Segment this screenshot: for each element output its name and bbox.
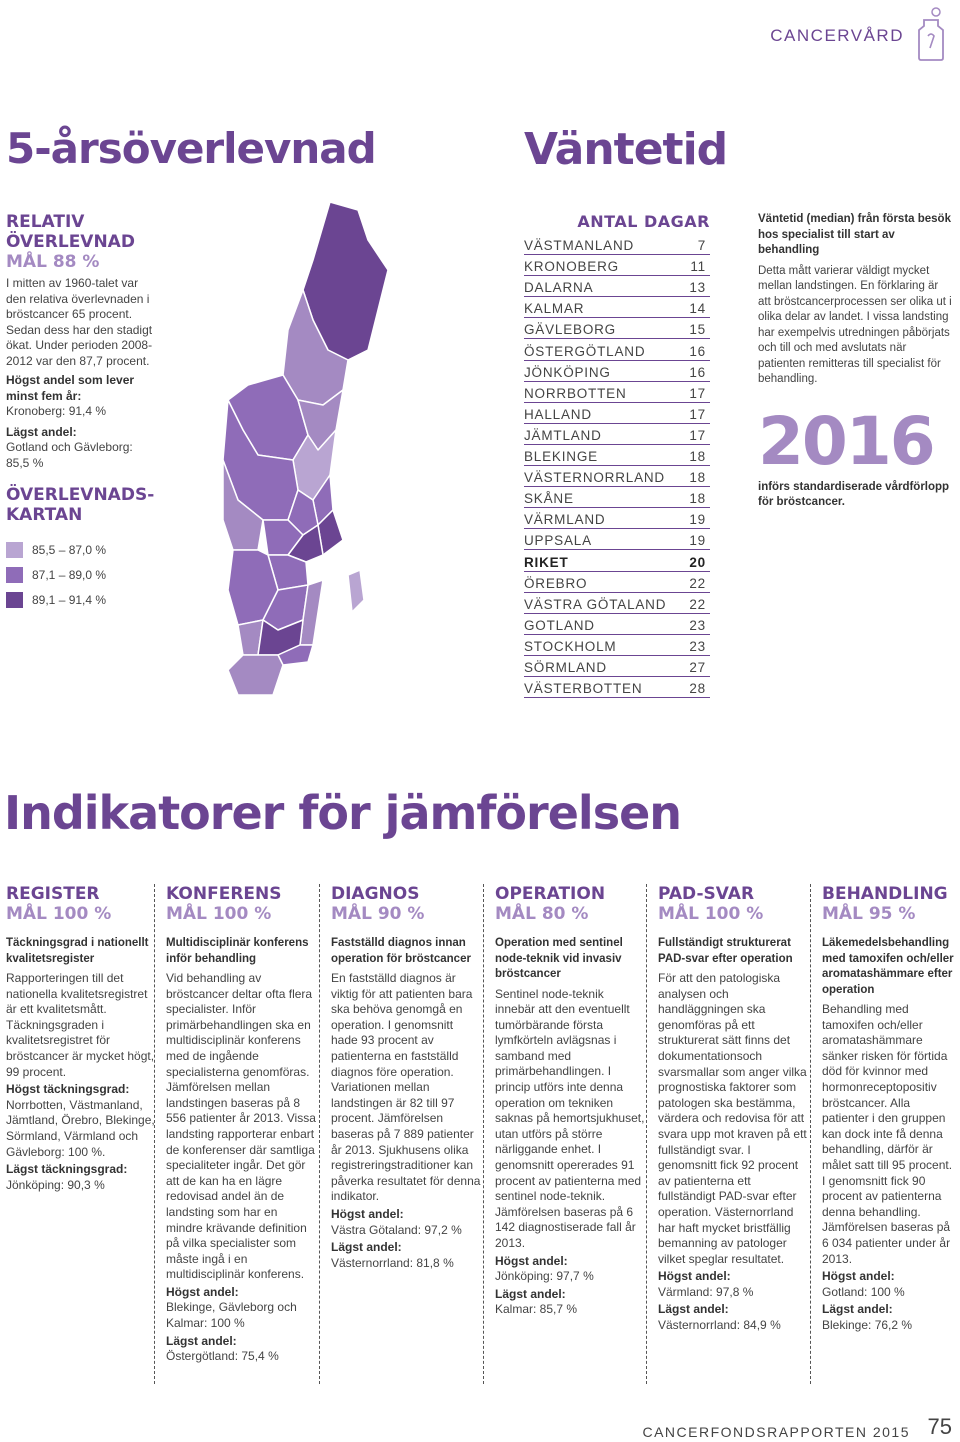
region-name: NORRBOTTEN (524, 385, 627, 401)
indicator-heading: OPERATION MÅL 80 % (495, 884, 645, 924)
days-value: 20 (689, 554, 706, 570)
indicator-high-value: Jönköping: 97,7 % (495, 1269, 594, 1284)
region-name: KALMAR (524, 301, 585, 317)
region-name: GOTLAND (524, 617, 595, 633)
region-name: HALLAND (524, 406, 592, 422)
region-name: VÄSTRA GÖTALAND (524, 596, 667, 612)
days-value: 11 (690, 259, 706, 275)
map-heading: ÖVERLEVNADS- KARTAN (6, 485, 155, 525)
days-value: 15 (689, 322, 706, 338)
page-number: 75 (927, 1414, 952, 1439)
region-name: SKÅNE (524, 491, 574, 507)
indicator-low-value: Jönköping: 90,3 % (6, 1177, 105, 1192)
indicator-goal: MÅL 95 % (822, 904, 916, 924)
days-value: 27 (689, 659, 706, 675)
sweden-survival-map (218, 200, 428, 700)
days-value: 19 (689, 512, 706, 528)
days-value: 17 (689, 385, 706, 401)
waiting-info-column (758, 212, 954, 511)
region-name: GÄVLEBORG (524, 322, 616, 338)
days-value: 16 (689, 343, 706, 359)
region-name: ÖSTERGÖTLAND (524, 343, 646, 359)
survival-title: 5-årsöverlevnad (6, 124, 376, 173)
table-row (524, 297, 710, 318)
days-value: 28 (689, 681, 706, 697)
table-row (524, 572, 710, 593)
days-value: 23 (689, 638, 706, 654)
column-divider (154, 884, 155, 1384)
legend-swatch (6, 567, 23, 583)
region-name: STOCKHOLM (524, 638, 617, 654)
survival-intro: I mitten av 1960-talet var den relativa överlevnaden i bröstcancer 65 procent. Sedan dess har den stadigt ökat. Under perioden 2008-2012 var den 87,7 procent. (6, 276, 153, 368)
indicator-low-value: Blekinge: 76,2 % (822, 1317, 913, 1332)
days-value: 22 (689, 596, 706, 612)
indicator-subhead: Multidisciplinär konferens inför behandling (166, 937, 309, 965)
waiting-info-heading: Väntetid (median) från första besök hos specialist till start av behandling (758, 213, 951, 256)
days-value: 7 (697, 238, 706, 254)
indicator-high-value: Norrbotten, Västmanland, Jämtland, Örebro, Blekinge, Sörmland, Värmland och Gävleborg: 100 %. (6, 1097, 155, 1159)
indicator-high-label: Högst täckningsgrad: (6, 1082, 130, 1097)
column-divider (810, 884, 811, 1384)
days-value: 23 (689, 617, 706, 633)
indicator-subhead: Täckningsgrad i nationellt kvalitetsregister (6, 937, 149, 965)
indicator-subhead: Fastställd diagnos innan operation för bröstcancer (331, 937, 471, 965)
indicator-heading: DIAGNOS MÅL 90 % (331, 884, 481, 924)
column-divider (319, 884, 320, 1384)
table-row (524, 276, 710, 297)
indicator-heading: REGISTER MÅL 100 % (6, 884, 156, 924)
indicator-high-label: Högst andel: (331, 1206, 404, 1221)
indicator-low-label: Lägst andel: (658, 1302, 729, 1317)
indicator-low-label: Lägst andel: (331, 1240, 402, 1255)
table-row (524, 656, 710, 677)
region-name: RIKET (524, 554, 569, 570)
indicator-subhead: Operation med sentinel node-teknik vid invasiv bröstcancer (495, 937, 623, 980)
footer-report: CANCERFONDSRAPPORTEN 2015 (642, 1424, 910, 1440)
waiting-title: Väntetid (524, 124, 728, 175)
region-name: VÄRMLAND (524, 512, 606, 528)
indicator-high-label: Högst andel: (658, 1269, 731, 1284)
highlight-year-caption: införs standardiserade vårdförlopp för bröstcancer. (758, 480, 950, 508)
indicator-column (822, 884, 956, 1333)
indicator-goal: MÅL 80 % (495, 904, 589, 924)
table-heading: ANTAL DAGAR (577, 212, 710, 231)
survival-column (6, 212, 156, 612)
days-value: 16 (689, 364, 706, 380)
table-row (524, 508, 710, 529)
legend-item: 89,1 – 91,4 % (6, 587, 156, 612)
indicator-goal: MÅL 90 % (331, 904, 425, 924)
indicator-low-label: Lägst andel: (495, 1286, 566, 1301)
legend-swatch (6, 592, 23, 608)
indicator-body: Rapporteringen till det nationella kvalitetsregistret är ett kvalitetsmått. Täckningsgraden i kvalitetsregistret för bröstcancer är mycket högt, 99 procent. (6, 971, 155, 1079)
table-row (524, 361, 710, 382)
region-name: UPPSALA (524, 533, 592, 549)
indicator-low-label: Lägst täckningsgrad: (6, 1162, 128, 1177)
region-name: ÖREBRO (524, 575, 588, 591)
indicator-body: En fastställd diagnos är viktig för att patienten bara ska behöva genomgå en operation. I genomsnitt hade 93 procent av patienterna en fastställd diagnos före operation. Variationen mellan landstingen är 82 till 97 procent. Jämförelsen baseras på 7 889 patienter år 2013. Sjukhusens olika registreringstraditioner kan påverka resultatet för denna indikator. (331, 971, 481, 1204)
indicator-body: Behandling med tamoxifen och/eller aromatashämmare sänker risken för förtida död för kvinnor med hormonreceptopositiv bröstcancer. Alla patienter i den gruppen kan dock inte få denna behandling, därför är målet satt till 95 procent. I genomsnitt fick 90 procent av patienterna denna behandling. Jämförelsen baseras på 6 034 patienter under år 2013. (822, 1002, 953, 1266)
table-body (524, 234, 710, 698)
indicator-heading: KONFERENS MÅL 100 % (166, 884, 316, 924)
days-value: 14 (689, 301, 706, 317)
table-row (524, 550, 710, 571)
column-divider (646, 884, 647, 1384)
indicator-column (331, 884, 481, 1271)
indicator-column (658, 884, 808, 1334)
region-name: VÄSTERBOTTEN (524, 681, 643, 697)
table-row (524, 677, 710, 698)
days-value: 22 (689, 575, 706, 591)
table-row (524, 403, 710, 424)
table-row (524, 529, 710, 550)
indicator-high-value: Gotland: 100 % (822, 1284, 905, 1299)
lowest-value: Gotland och Gävleborg: 85,5 % (6, 440, 133, 470)
region-name: JÖNKÖPING (524, 364, 611, 380)
indicator-subhead: Fullständigt strukturerat PAD-svar efter operation (658, 937, 793, 965)
indicator-goal: MÅL 100 % (658, 904, 764, 924)
table-row (524, 255, 710, 276)
indicator-high-value: Västra Götaland: 97,2 % (331, 1222, 462, 1237)
highest-value: Kronoberg: 91,4 % (6, 404, 107, 418)
table-row (524, 593, 710, 614)
table-row (524, 466, 710, 487)
table-row (524, 445, 710, 466)
indicator-column (6, 884, 156, 1193)
indicator-low-value: Västernorrland: 81,8 % (331, 1255, 454, 1270)
table-row (524, 382, 710, 403)
cancer-ribbon-bottle-icon (916, 6, 946, 62)
region-gotland (348, 570, 364, 612)
days-value: 18 (689, 491, 706, 507)
indicator-low-label: Lägst andel: (822, 1302, 893, 1317)
indicator-subhead: Läkemedelsbehandling med tamoxifen och/eller aromatashämmare efter operation (822, 937, 954, 996)
region-name: VÄSTERNORRLAND (524, 470, 665, 486)
days-value: 17 (689, 406, 706, 422)
legend-item: 85,5 – 87,0 % (6, 537, 156, 562)
table-row (524, 339, 710, 360)
table-row (524, 234, 710, 255)
table-row (524, 318, 710, 339)
indicator-low-value: Västernorrland: 84,9 % (658, 1318, 781, 1333)
indicators-title: Indikatorer för jämförelsen (4, 786, 682, 840)
survival-heading: RELATIV ÖVERLEVNAD MÅL 88 % (6, 212, 156, 272)
indicator-high-label: Högst andel: (166, 1284, 239, 1299)
indicator-high-label: Högst andel: (822, 1269, 895, 1284)
table-row (524, 487, 710, 508)
waiting-days-table (524, 212, 710, 698)
region-skane (228, 655, 283, 695)
days-value: 18 (689, 470, 706, 486)
legend-item: 87,1 – 89,0 % (6, 562, 156, 587)
indicator-column (495, 884, 645, 1318)
indicator-high-label: Högst andel: (495, 1253, 568, 1268)
section-tag: CANCERVÅRD (770, 26, 904, 45)
days-value: 17 (689, 427, 706, 443)
days-value: 19 (689, 533, 706, 549)
indicator-high-value: Blekinge, Gävleborg och Kalmar: 100 % (166, 1300, 297, 1331)
indicator-goal: MÅL 100 % (6, 904, 112, 924)
table-row (524, 614, 710, 635)
indicator-low-label: Lägst andel: (166, 1333, 237, 1348)
region-name: VÄSTMANLAND (524, 238, 635, 254)
indicator-low-value: Östergötland: 75,4 % (166, 1349, 279, 1364)
waiting-info-body: Detta mått varierar väldigt mycket mellan landstingen. En förklaring är att bröstcancerprocessen ser olika ut i olika delar av landet. I vissa landsting har exempelvis utredningen påbörjats och till och med avslutats när patienten remitteras till specialist för behandling. (758, 264, 952, 385)
region-name: BLEKINGE (524, 449, 598, 465)
indicator-body: Sentinel node-teknik innebär att den eventuellt tumörbärande första lymfkörteln avlägsnas i samband med primärbehandlingen. I princip utförs inte denna operation om tekniken saknas på hemortsjukhuset, utan utförs på större närliggande enhet. I genomsnitt opererades 91 procent av patienterna med sentinel node-teknik. Jämförelsen baseras på 6 142 diagnostiserade fall år 2013. (495, 986, 645, 1250)
indicator-low-value: Kalmar: 85,7 % (495, 1302, 578, 1317)
region-name: SÖRMLAND (524, 659, 607, 675)
region-name: DALARNA (524, 280, 594, 296)
highest-label: Högst andel som lever minst fem år: (6, 373, 135, 403)
days-value: 18 (689, 449, 706, 465)
days-value: 13 (689, 280, 706, 296)
legend-swatch (6, 542, 23, 558)
indicator-heading: PAD-SVAR MÅL 100 % (658, 884, 808, 924)
region-name: KRONOBERG (524, 259, 619, 275)
indicator-body: Vid behandling av bröstcancer deltar ofta flera specialister. Inför primärbehandlingen ska en multidisciplinär konferens med de ingående specialisterna genomföras. Jämförelsen mellan landstingen baseras på 8 556 patienter år 2013. Vissa landsting rapporterar enbart de konferenser där samtliga specialiteter ingår. Det gör att de kan ha en lägre redovisad andel än de landsting som har en mindre krävande definition på vilka specialister som måste ingå i en multidisciplinär konferens. (166, 971, 316, 1282)
table-row (524, 635, 710, 656)
column-divider (483, 884, 484, 1384)
indicator-high-value: Värmland: 97,8 % (658, 1284, 754, 1299)
indicator-heading: BEHANDLING MÅL 95 % (822, 884, 956, 924)
table-row (524, 424, 710, 445)
region-name: JÄMTLAND (524, 427, 602, 443)
lowest-label: Lägst andel: (6, 424, 77, 439)
indicator-body: För att den patologiska analysen och handläggningen ska genomföras på ett strukturerat sätt finns det dokumentationsoch svarsmallar som anger vilka prognostiska faktorer som patologen ska bestämma, värdera och redovisa för att svara upp mot kraven på ett fullständigt svar. I genomsnitt fick 92 procent av patienterna ett fullständigt PAD-svar efter operation. Västernorrland har haft mycket bristfällig bemanning av patologer vilket speglar resultatet. (658, 971, 807, 1266)
indicator-column (166, 884, 316, 1365)
survival-goal: MÅL 88 % (6, 252, 100, 272)
highlight-year: 2016 (758, 402, 934, 480)
indicator-goal: MÅL 100 % (166, 904, 272, 924)
